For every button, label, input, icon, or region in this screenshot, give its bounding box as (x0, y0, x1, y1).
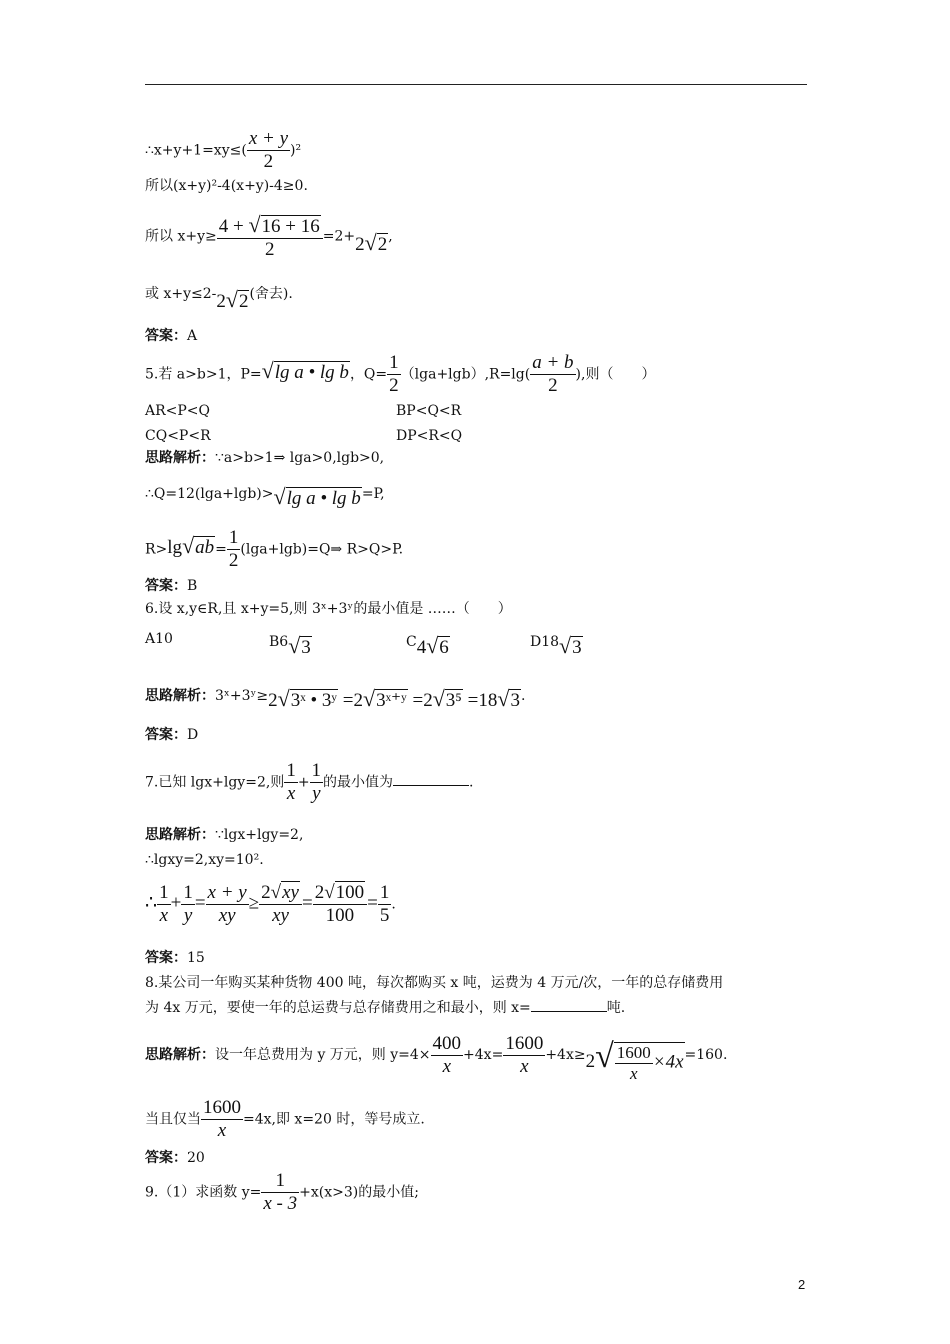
radical-icon: √ (362, 686, 376, 711)
text: )² (290, 142, 302, 159)
numerator: 1 (159, 882, 169, 903)
text: 当且仅当 (145, 1111, 201, 1128)
radical-icon: √ (225, 287, 238, 312)
text: =P, (361, 486, 385, 502)
radical-icon: √ (273, 484, 286, 509)
fraction (378, 882, 392, 927)
line-3 (145, 212, 393, 261)
answer-value: A (187, 328, 198, 344)
text: 5.若 a>b>1，P= (145, 366, 262, 383)
fraction (259, 882, 302, 927)
answer-label: 答案： (145, 950, 187, 966)
q6-option-a: A10 (145, 631, 173, 647)
solution-7c (145, 882, 396, 927)
radicand: 3ˣ⁺ʸ (376, 690, 407, 711)
sqrt-term (268, 688, 521, 710)
text: 3ˣ+3ʸ≥ (215, 688, 269, 704)
coef: 4 (416, 637, 427, 658)
radicand: 3ˣ • 3ʸ (290, 690, 338, 711)
solution-label: 思路解析： (145, 688, 215, 704)
radicand: 100 (335, 882, 365, 903)
text: ∵a>b>1⇒ lga>0,lgb>0, (215, 450, 385, 466)
solution-7 (145, 828, 303, 842)
page-number: 2 (798, 1277, 806, 1292)
text: R> (145, 541, 168, 558)
fraction (310, 760, 324, 805)
radicand: ab (195, 537, 215, 559)
fraction (530, 352, 575, 397)
text: 7.已知 lgx+lgy=2,则 (145, 774, 285, 791)
denominator: 2 (228, 549, 239, 571)
fraction (157, 882, 171, 927)
solution-6 (145, 682, 526, 711)
text: 的最小值为 (323, 774, 394, 791)
option-c: CQ<P<R (145, 428, 211, 444)
option-a: AR<P<Q (145, 403, 211, 419)
radical-icon: √ (248, 212, 261, 237)
radical-icon: √ (270, 882, 282, 903)
question-5 (145, 352, 655, 397)
numerator: x + y (207, 882, 247, 903)
sqrt-term (559, 635, 583, 657)
sqrt-term (355, 232, 388, 254)
solution-5b (145, 480, 385, 509)
text: (舍去). (249, 286, 293, 302)
label: D18 (530, 634, 560, 650)
coef: 2 (585, 1051, 596, 1072)
radical-icon: √ (559, 633, 572, 658)
numerator (313, 882, 367, 905)
denominator: x (217, 1119, 227, 1141)
radicand: 6 (439, 637, 449, 658)
denominator: y (312, 782, 321, 804)
fraction (217, 212, 323, 261)
text: +x(x>3)的最小值; (299, 1184, 419, 1201)
answer-label: 答案： (145, 578, 187, 594)
text: . (520, 688, 526, 704)
numerator (217, 212, 323, 239)
radical-icon: √ (364, 230, 377, 256)
text: 9.（1）求函数 y= (145, 1184, 262, 1201)
text: =18 (467, 690, 498, 711)
numerator: 1 (389, 352, 399, 373)
fraction (247, 128, 290, 173)
radicand (614, 1042, 685, 1083)
radical-icon: √ (261, 358, 274, 384)
radicand: lg a • lg b (286, 488, 361, 509)
answer-blank (393, 785, 469, 786)
radicand: 2 (377, 234, 388, 256)
radical-icon: √ (426, 633, 439, 658)
radical-icon: √ (324, 882, 335, 903)
q6-option-b (269, 628, 312, 658)
radical-icon: √ (432, 686, 445, 711)
denominator: xy (218, 904, 236, 926)
fraction (431, 1033, 464, 1078)
answer-1 (145, 329, 197, 343)
q6-option-d (530, 628, 583, 658)
text: = (194, 892, 206, 914)
numerator: 1 (286, 760, 296, 781)
header-rule (145, 84, 807, 85)
answer-blank (531, 1011, 607, 1012)
fraction (615, 1043, 653, 1083)
denominator: x (159, 904, 169, 926)
option-b: BP<Q<R (396, 403, 462, 419)
text: . (391, 896, 396, 913)
sqrt-term (288, 635, 312, 657)
coef: 2 (261, 882, 271, 903)
text: ),则（ ） (575, 366, 656, 383)
q6-option-c (406, 628, 450, 658)
sqrt-term (586, 1040, 685, 1083)
solution-8b (145, 1097, 425, 1142)
radicand: 3 (510, 690, 520, 711)
fraction (387, 352, 401, 397)
text: +4x= (463, 1047, 504, 1063)
text: 设一年总费用为 y 万元，则 y=4× (215, 1047, 431, 1063)
denominator: x (520, 1055, 529, 1077)
radical-icon: √ (497, 686, 510, 711)
text: ，Q= (349, 366, 388, 383)
line-1 (145, 128, 301, 173)
text: ∴Q=12(lga+lgb)> (145, 486, 274, 502)
answer-2 (145, 579, 197, 593)
radical-icon: √ (277, 686, 290, 711)
text: = (367, 892, 378, 914)
numerator: 1600 (616, 1043, 651, 1063)
solution-5 (145, 451, 384, 465)
numerator (259, 882, 302, 905)
text: ∵lgx+lgy=2, (215, 827, 304, 843)
text: 为 4x 万元，要使一年的总运费与总存储费用之和最小，则 x= (145, 1000, 531, 1016)
fraction (284, 760, 298, 805)
denominator: 100 (325, 904, 355, 926)
sqrt-term (262, 360, 350, 382)
denominator: 5 (379, 904, 390, 926)
sqrt-term (274, 486, 362, 508)
answer-label: 答案： (145, 1150, 187, 1166)
text: + (297, 774, 310, 791)
solution-5c (145, 527, 403, 572)
radicand: lg a • lg b (274, 362, 349, 384)
denominator: 2 (263, 150, 274, 172)
radicand: 3 (301, 637, 311, 658)
text: (lga+lgb)=Q⇒ R>Q>P. (240, 541, 404, 558)
sqrt-term (216, 289, 249, 311)
solution-label: 思路解析： (145, 1047, 215, 1063)
coef: 2 (216, 291, 226, 312)
fraction (503, 1033, 545, 1078)
numerator: 1 (183, 882, 193, 903)
coef: 2 (314, 882, 325, 903)
text: , (388, 228, 393, 245)
radical-icon: √ (288, 633, 301, 658)
fraction (227, 527, 241, 572)
answer-value: D (187, 727, 199, 743)
question-8-line-2 (145, 1001, 625, 1015)
answer-3 (145, 728, 198, 742)
num-part: 4 + (218, 216, 249, 237)
coef: 2 (355, 234, 365, 256)
solution-label: 思路解析： (145, 827, 215, 843)
radicand: 3⁵ (445, 690, 462, 711)
line-4 (145, 280, 293, 312)
numerator: 1 (379, 882, 390, 903)
radicand: xy (282, 882, 299, 903)
numerator: 1 (261, 1170, 299, 1193)
radical-icon: √ (595, 1038, 614, 1075)
denominator: x - 3 (263, 1192, 298, 1214)
text: ≥ (248, 892, 260, 914)
answer-5 (145, 1151, 205, 1165)
text: = (215, 541, 227, 558)
numerator: x + y (248, 128, 288, 149)
question-7 (145, 760, 474, 805)
numerator: 1 (311, 760, 322, 781)
answer-value: 15 (187, 950, 205, 966)
answer-label: 答案： (145, 328, 187, 344)
radicand: 2 (238, 291, 249, 312)
sqrt-term (417, 635, 450, 657)
denominator: x (442, 1055, 452, 1077)
numerator: 1 (228, 527, 239, 548)
fraction (206, 882, 249, 927)
text: 或 x+y≤2- (145, 286, 217, 302)
coef: 2 (268, 690, 278, 711)
fraction (181, 882, 195, 927)
answer-value: B (187, 578, 198, 594)
label: C (406, 634, 417, 650)
text: ∴x+y+1=xy≤( (145, 142, 247, 159)
denominator: 2 (389, 374, 399, 396)
numerator: 1600 (505, 1032, 544, 1054)
radicand: 16 + 16 (261, 216, 320, 237)
text: + (170, 892, 182, 914)
question-8-line-1: 8.某公司一年购买某种货物 400 吨，每次都购买 x 吨，运费为 4 万元/次，一年的总存储费用 (145, 975, 724, 991)
denominator: 2 (548, 374, 558, 396)
text: ∴ (145, 892, 158, 914)
numerator: 1600 (203, 1097, 241, 1118)
text: 所以 x+y≥ (145, 228, 217, 245)
radicand: 3 (572, 637, 582, 658)
question-6: 6.设 x,y∈R,且 x+y=5,则 3ˣ+3ʸ的最小值是 ……（ ） (145, 601, 512, 617)
text: . (469, 774, 474, 791)
text: +4x≥ (545, 1047, 586, 1063)
fraction (313, 882, 367, 927)
solution-7b: ∴lgxy=2,xy=10². (145, 852, 264, 868)
solution-label: 思路解析： (145, 450, 215, 466)
option-d: DP<R<Q (396, 428, 463, 444)
label: B6 (269, 634, 289, 650)
denominator: x (286, 782, 296, 804)
text: =4x,即 x=20 时，等号成立. (243, 1111, 425, 1128)
answer-value: 20 (187, 1150, 205, 1166)
radical-icon: √ (182, 533, 195, 559)
factor: ×4x (652, 1051, 684, 1073)
numerator: a + b (532, 352, 574, 373)
text: 吨. (606, 1000, 626, 1016)
text: = (301, 892, 313, 914)
answer-4 (145, 951, 205, 965)
numerator: 400 (432, 1032, 462, 1054)
answer-label: 答案： (145, 727, 187, 743)
denominator: x (629, 1063, 638, 1083)
line-2: 所以(x+y)²-4(x+y)-4≥0. (145, 178, 308, 194)
text: =2 (342, 690, 363, 711)
text: =160. (684, 1047, 728, 1063)
question-9 (145, 1170, 419, 1215)
denominator: y (183, 904, 193, 926)
text: =2+ (322, 228, 356, 245)
text: =2 (412, 690, 433, 711)
fraction (261, 1170, 299, 1215)
denominator: 2 (264, 238, 275, 260)
denominator: xy (272, 904, 289, 926)
text: （lga+lgb）,R=lg( (400, 366, 531, 383)
lg: lg (167, 537, 183, 559)
sqrt-term (167, 535, 215, 557)
fraction (201, 1097, 243, 1142)
solution-8 (145, 1032, 728, 1083)
